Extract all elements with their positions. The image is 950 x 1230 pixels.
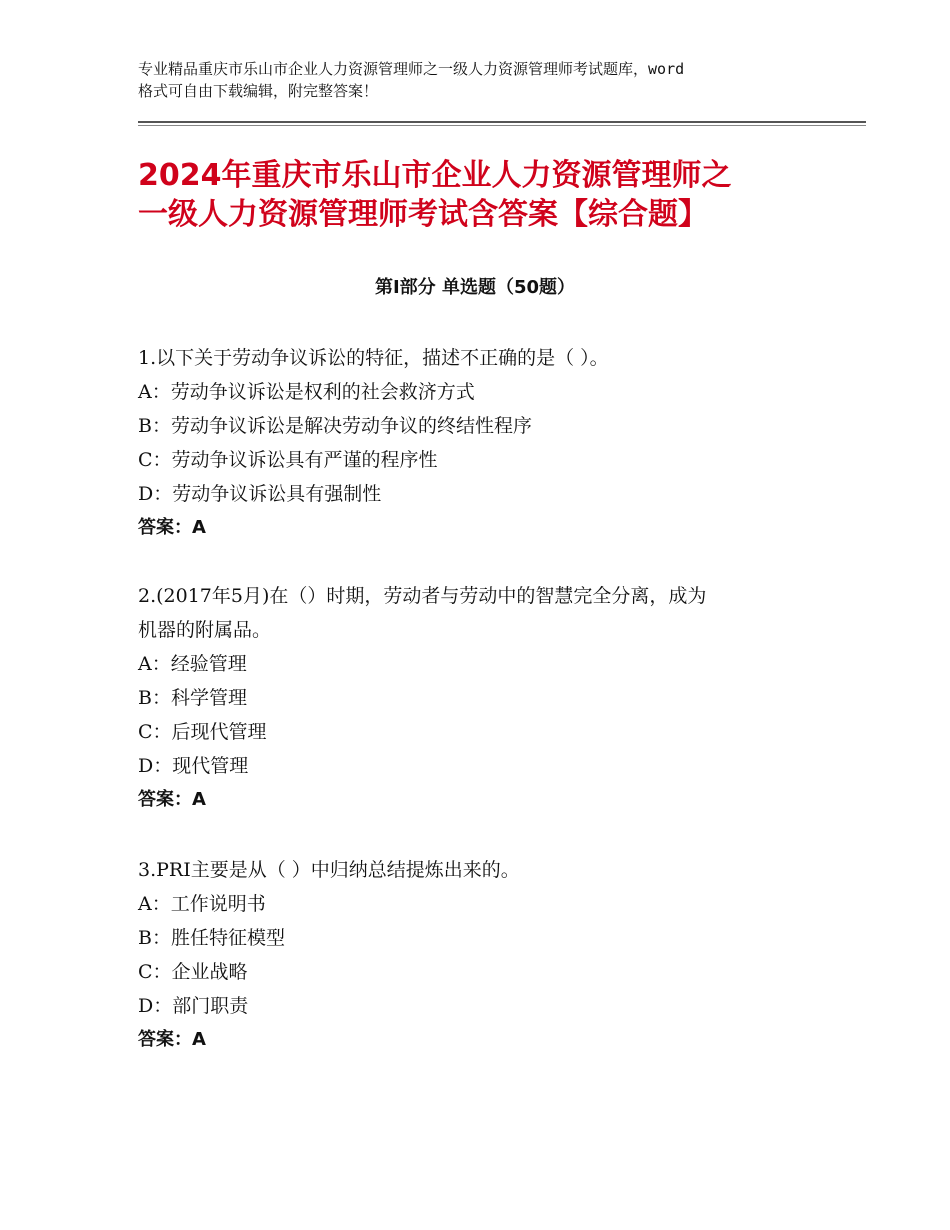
option-a: A：经验管理 [138,653,247,675]
header-divider-thin [138,125,866,126]
option-a: A：工作说明书 [138,893,266,915]
option-c: C：后现代管理 [138,721,267,743]
answer-label: 答案：A [138,1029,206,1050]
option-b: B：劳动争议诉讼是解决劳动争议的终结性程序 [138,415,532,437]
question-stem-continued: 机器的附属品。 [138,619,272,641]
answer-label: 答案：A [138,517,206,538]
header-note [138,58,828,102]
question-stem: 3.PRI主要是从（ ）中归纳总结提炼出来的。 [138,859,520,881]
option-b: B：科学管理 [138,687,247,709]
question-stem: 2.(2017年5月)在（）时期，劳动者与劳动中的智慧完全分离，成为 [138,585,707,607]
answer-label: 答案：A [138,789,206,810]
title-line: 2024年重庆市乐山市企业人力资源管理师之 [138,158,732,193]
question-stem: 1.以下关于劳动争议诉讼的特征，描述不正确的是（ ）。 [138,347,609,369]
option-b: B：胜任特征模型 [138,927,285,949]
header-divider [138,121,866,123]
header-note-line: 格式可自由下载编辑，附完整答案！ [138,82,379,100]
section-heading: 第Ⅰ部分 单选题（50题） [374,277,575,298]
header-note-line: 专业精品重庆市乐山市企业人力资源管理师之一级人力资源管理师考试题库，word [138,60,685,78]
option-d: D：劳动争议诉讼具有强制性 [138,483,382,505]
option-a: A：劳动争议诉讼是权利的社会救济方式 [138,381,475,403]
option-d: D：现代管理 [138,755,249,777]
title-line: 一级人力资源管理师考试含答案【综合题】 [138,197,708,232]
option-c: C：企业战略 [138,961,248,983]
question-item [138,853,838,1057]
question-item [138,579,838,817]
option-c: C：劳动争议诉讼具有严谨的程序性 [138,449,438,471]
document-title [138,156,828,234]
question-item [138,341,838,545]
option-d: D：部门职责 [138,995,249,1017]
